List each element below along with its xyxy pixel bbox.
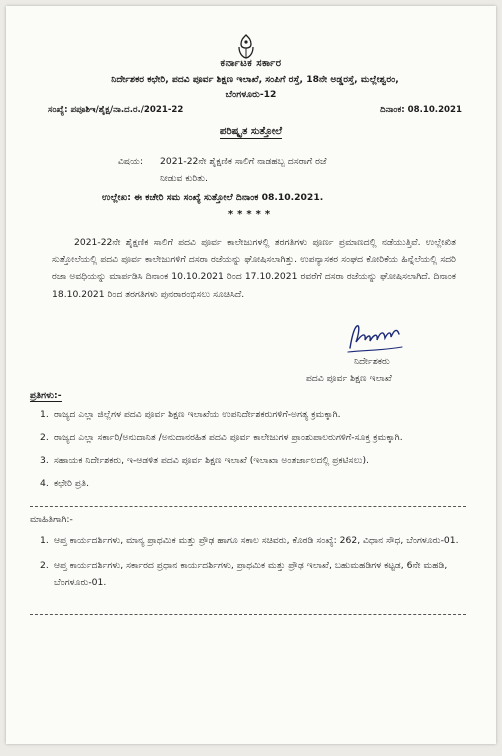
section-divider [30, 506, 466, 507]
body-paragraph: 2021-22ನೇ ಶೈಕ್ಷಣಿಕ ಸಾಲಿಗೆ ಪದವಿ ಪೂರ್ವ ಕಾಲೇಜುಗಳಲ್ಲಿ ತರಗತಿಗಳು ಪೂರ್ಣ ಪ್ರಮಾಣದಲ್ಲಿ ನಡೆಯುತ್ತಿವೆ. ಉಲ್ಲೇಖಿತ ಸುತ್ತೋಲೆಯಲ್ಲಿ ಪದವಿ ಪೂರ್ವ ಕಾಲೇಜುಗಳಿಗೆ ದಸರಾ ರಜೆಯನ್ನು ಘೋಷಿಸಲಾಗಿತ್ತು. ಉಪನ್ಯಾಸಕರ ಸಂಘದ ಕೋರಿಕೆಯ ಹಿನ್ನೆಲೆಯಲ್ಲಿ ಸದರಿ ರಜಾ ಅವಧಿಯನ್ನು ಮಾರ್ಪಡಿಸಿ ದಿನಾಂಕ 10.10.2021 ರಿಂದ 17.10.2021 ರವರೆಗೆ ದಸರಾ ರಜೆಯನ್ನು ಘೋಷಿಸಲಾಗಿದೆ. ದಿನಾಂಕ 18.10.2021 ರಿಂದ ತರಗತಿಗಳು ಪುನರಾರಂಭಿಸಲು ಸೂಚಿಸಿದೆ. [52, 237, 456, 300]
list-item [30, 557, 470, 591]
subject-block [118, 153, 418, 187]
list-item-text: ಕಛೇರಿ ಪ್ರತಿ. [54, 478, 90, 489]
list-item [30, 532, 470, 549]
subject-label: ವಿಷಯ: [118, 156, 144, 167]
reference-line: ಉಲ್ಲೇಖ: ಈ ಕಚೇರಿ ಸಮ ಸಂಖ್ಯೆ ಸುತ್ತೋಲೆ ದಿನಾಂಕ 08.10.2021. [102, 192, 324, 203]
office-address-line2: ಬೆಂಗಳೂರು-12 [225, 89, 277, 100]
document-page [6, 6, 496, 744]
list-item [30, 475, 450, 492]
signatory-office: ಪದವಿ ಪೂರ್ವ ಶಿಕ್ಷಣ ಇಲಾಖೆ [306, 373, 392, 384]
state-emblem-icon [235, 34, 257, 60]
document-title-text: ಪರಿಷ್ಕೃತ ಸುತ್ತೋಲೆ [219, 126, 283, 137]
reference-date: ದಿನಾಂಕ: 08.10.2021 [380, 105, 462, 115]
list-item-text: ಆಪ್ತ ಕಾರ್ಯದರ್ಶಿಗಳು, ಮಾನ್ಯ ಪ್ರಾಥಮಿಕ ಮತ್ತು ಪ್ರೌಢ ಹಾಗೂ ಸಕಾಲ ಸಚಿವರು, ಕೊಠಡಿ ಸಂಖ್ಯೆ: 262, ವಿಧಾನ ಸೌಧ, ಬೆಂಗಳೂರು-01. [54, 535, 459, 546]
info-heading: ಮಾಹಿತಿಗಾಗಿ:- [30, 514, 73, 525]
subject-line2: ನೀಡುವ ಕುರಿತು. [160, 173, 208, 184]
office-address-line1: ನಿರ್ದೇಶಕರ ಕಛೇರಿ, ಪದವಿ ಪೂರ್ವ ಶಿಕ್ಷಣ ಇಲಾಖೆ, ಸಂಪಿಗೆ ರಸ್ತೆ, 18ನೇ ಅಡ್ಡರಸ್ತೆ, ಮಲ್ಲೇಶ್ವರಂ, [111, 74, 399, 85]
separator-stars: ***** [227, 209, 275, 220]
list-item [30, 429, 450, 446]
handwritten-signature [344, 320, 406, 360]
copies-heading [30, 390, 62, 401]
signatory-role: ನಿರ್ದೇಶಕರು [354, 356, 390, 367]
reference-number: ಸಂಖ್ಯೆ: ಪಪೂಶಿಇ/ಶೈಕ್ಷ/ನಾ.ದ.ರ./2021-22 [48, 105, 184, 115]
list-item-number: 4. [40, 478, 49, 489]
list-item-number: 2. [40, 560, 49, 571]
list-item-text: ರಾಜ್ಯದ ಎಲ್ಲಾ ಸರ್ಕಾರಿ/ಅನುದಾನಿತ /ಅನುದಾನರಹಿತ ಪದವಿ ಪೂರ್ವ ಕಾಲೇಜುಗಳ ಪ್ರಾಂಶುಪಾಲರುಗಳಿಗೆ-ಸೂಕ್ತ ಕ್ರಮಕ್ಕಾಗಿ. [54, 432, 403, 443]
list-item-number: 1. [40, 409, 49, 420]
list-item-text: ಆಪ್ತ ಕಾರ್ಯದರ್ಶಿಗಳು, ಸರ್ಕಾರದ ಪ್ರಧಾನ ಕಾರ್ಯದರ್ಶಿಗಳು, ಪ್ರಾಥಮಿಕ ಮತ್ತು ಪ್ರೌಢ ಇಲಾಖೆ, ಬಹುಮಹಡಿಗಳ ಕಟ್ಟಡ, 6ನೇ ಮಹಡಿ, ಬೆಂಗಳೂರು-01. [54, 560, 448, 588]
copies-heading-text: ಪ್ರತಿಗಳು:- [30, 390, 62, 401]
section-divider [30, 614, 466, 615]
list-item-text: ಸಹಾಯಕ ನಿರ್ದೇಶಕರು, ಇ-ಆಡಳಿತ ಪದವಿ ಪೂರ್ವ ಶಿಕ್ಷಣ ಇಲಾಖೆ (ಇಲಾಖಾ ಅಂತರ್ಜಾಲದಲ್ಲಿ ಪ್ರಕಟಿಸಲು). [54, 455, 369, 466]
list-item-number: 2. [40, 432, 49, 443]
government-title: ಕರ್ನಾಟಕ ಸರ್ಕಾರ [220, 58, 282, 69]
list-item [30, 452, 450, 469]
info-list [30, 532, 470, 599]
document-title [6, 126, 496, 137]
subject-line1: 2021-22ನೇ ಶೈಕ್ಷಣಿಕ ಸಾಲಿಗೆ ನಾಡಹಬ್ಬ ದಸರಾಗೆ ರಜೆ [160, 156, 327, 167]
list-item [30, 406, 450, 423]
list-item-number: 3. [40, 455, 49, 466]
list-item-number: 1. [40, 535, 49, 546]
list-item-text: ರಾಜ್ಯದ ಎಲ್ಲಾ ಜಿಲ್ಲೆಗಳ ಪದವಿ ಪೂರ್ವ ಶಿಕ್ಷಣ ಇಲಾಖೆಯ ಉಪನಿರ್ದೇಶಕರುಗಳಿಗೆ-ಅಗತ್ಯ ಕ್ರಮಕ್ಕಾಗಿ. [54, 409, 341, 420]
copies-list [30, 406, 450, 498]
